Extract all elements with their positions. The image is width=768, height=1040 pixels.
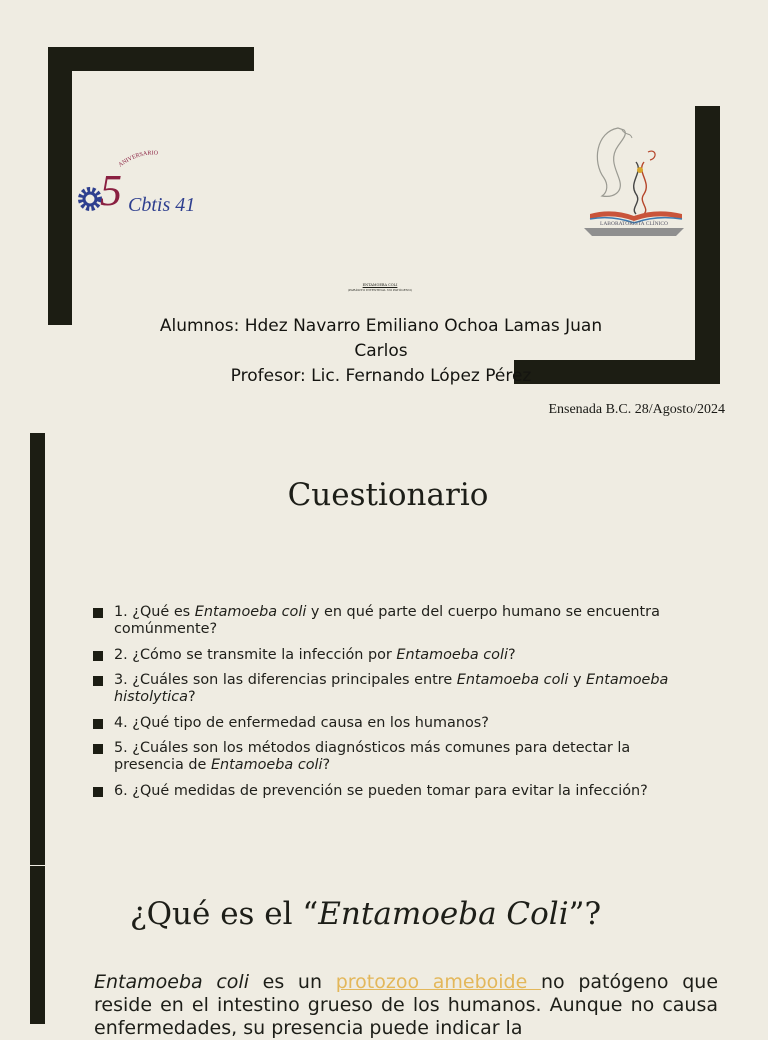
definition-title: ¿Qué es el “Entamoeba Coli”?: [130, 896, 602, 932]
corner-frame-left: [48, 47, 72, 325]
question-list: [92, 604, 692, 808]
left-accent-bar: [30, 866, 45, 1024]
title-slide: [0, 0, 768, 432]
date-line: Ensenada B.C. 28/Agosto/2024: [548, 402, 725, 417]
tiny-title: ENTAMOEBA COLI: [362, 283, 398, 287]
students-line-2: Carlos: [354, 341, 408, 361]
list-item: 5. ¿Cuáles son los métodos diagnósticos más comunes para detectar la presencia de Entamoeba coli?: [92, 740, 692, 774]
list-item: 3. ¿Cuáles son las diferencias principales entre Entamoeba coli y Entamoeba histolytica?: [92, 672, 692, 706]
school-logo-name: Cbtis 41: [128, 194, 196, 216]
protozoo-link[interactable]: protozoo ameboide: [335, 971, 541, 993]
school-logo-number: 5: [100, 166, 122, 215]
tiny-subtitle: (PARÁSITO INTESTINAL NO PATÓGENO): [347, 288, 413, 292]
school-logo-arc: ANIVERSARIO: [117, 150, 159, 169]
teacher-line: Profesor: Lic. Fernando López Pérez: [230, 366, 532, 386]
credits-block: [130, 314, 632, 389]
lab-logo: [578, 122, 690, 238]
definition-paragraph: Entamoeba coli es un protozoo ameboide no patógeno que reside en el intestino grueso de los humanos. Aunque no causa enfermedades, su presencia puede indicar la: [94, 971, 719, 1039]
corner-frame-top: [48, 47, 254, 71]
dna-icon: [634, 151, 655, 214]
list-item: 6. ¿Qué medidas de prevención se pueden tomar para evitar la infección?: [92, 783, 692, 800]
school-logo: [76, 145, 216, 225]
list-item: 2. ¿Cómo se transmite la infección por Entamoeba coli?: [92, 647, 692, 664]
gear-icon: [81, 190, 100, 209]
corner-frame-right: [695, 106, 720, 384]
questionnaire-title: Cuestionario: [287, 477, 489, 513]
list-item: 1. ¿Qué es Entamoeba coli y en qué parte del cuerpo humano se encuentra comúnmente?: [92, 604, 692, 638]
list-item: 4. ¿Qué tipo de enfermedad causa en los humanos?: [92, 715, 692, 732]
students-line-1: Alumnos: Hdez Navarro Emiliano Ochoa Lamas Juan: [159, 316, 603, 336]
lab-logo-caption: LABORATORISTA CLÍNICO: [599, 221, 669, 227]
